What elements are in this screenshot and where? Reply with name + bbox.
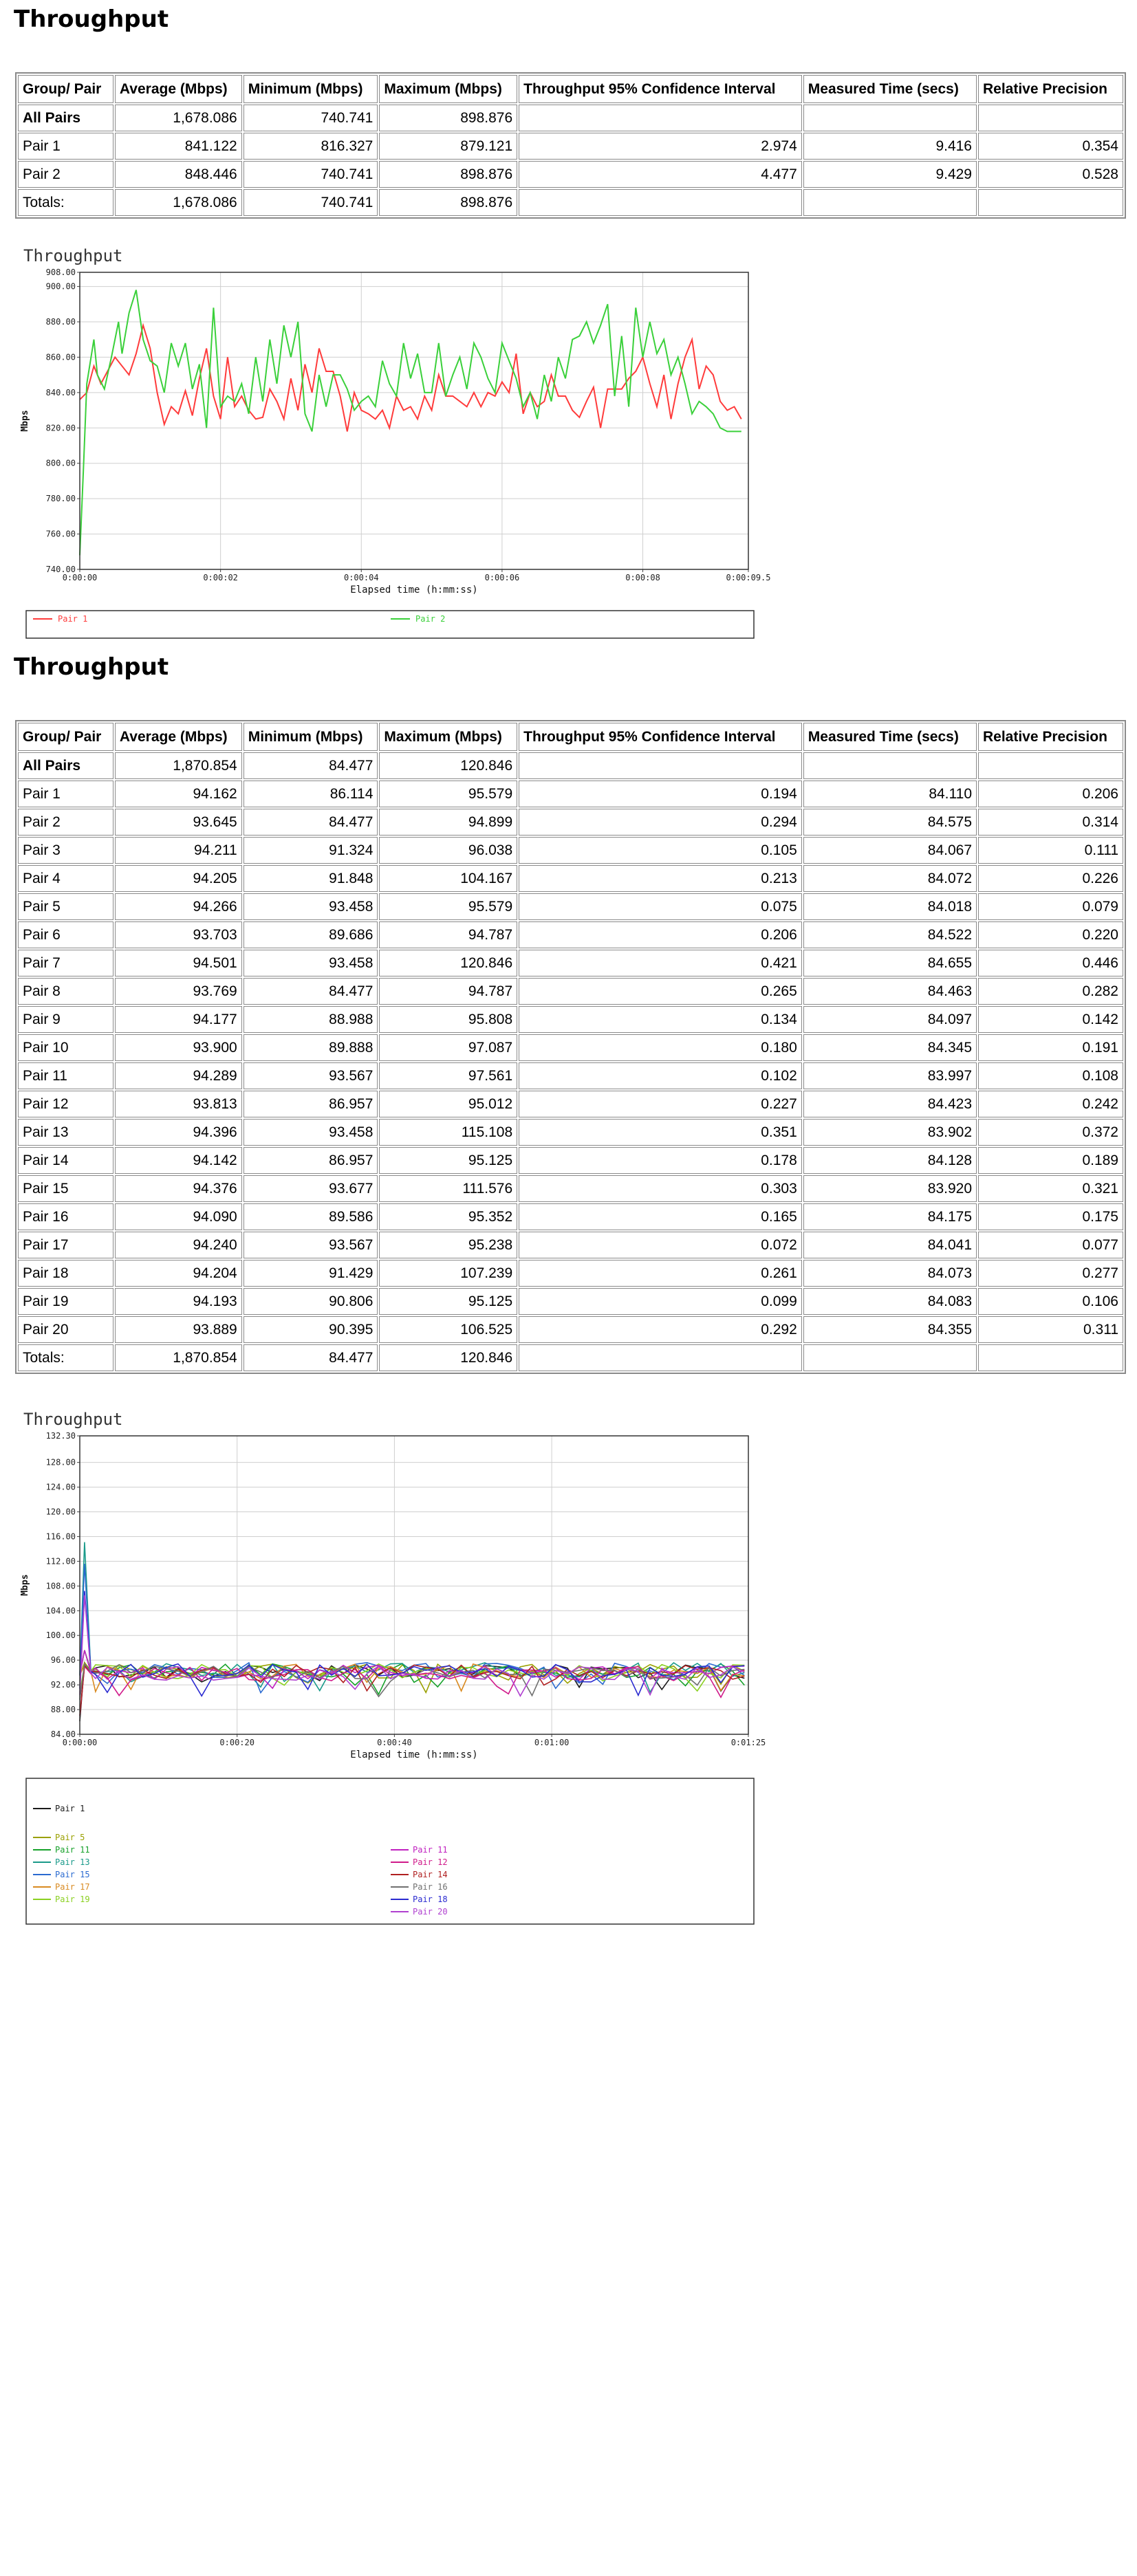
value-cell: 94.501 <box>115 950 242 976</box>
value-cell: 95.238 <box>379 1232 517 1258</box>
value-cell: 1,678.086 <box>115 105 242 131</box>
value-cell: 1,678.086 <box>115 189 242 216</box>
value-cell: 89.686 <box>243 921 378 948</box>
value-cell <box>519 189 802 216</box>
value-cell: 9.429 <box>803 161 977 188</box>
y-tick-label: 740.00 <box>45 565 76 574</box>
row-label-cell: Pair 6 <box>18 921 113 948</box>
value-cell: 86.957 <box>243 1147 378 1174</box>
table-row <box>18 1203 1123 1230</box>
value-cell: 0.303 <box>519 1175 802 1202</box>
legend-label: Pair 18 <box>413 1895 448 1904</box>
value-cell: 1,870.854 <box>115 752 242 779</box>
value-cell: 0.528 <box>978 161 1123 188</box>
throughput-chart <box>21 1404 764 2576</box>
table-row <box>18 1232 1123 1258</box>
column-header: Group/ Pair <box>18 75 113 103</box>
value-cell: 0.446 <box>978 950 1123 976</box>
value-cell: 84.018 <box>803 893 977 920</box>
value-cell: 94.177 <box>115 1006 242 1033</box>
table-row <box>18 837 1123 864</box>
legend-label: Pair 20 <box>413 1907 448 1917</box>
row-label-cell: Pair 1 <box>18 133 113 160</box>
value-cell: 94.090 <box>115 1203 242 1230</box>
value-cell: 84.522 <box>803 921 977 948</box>
value-cell: 0.108 <box>978 1062 1123 1089</box>
x-axis-label: Elapsed time (h:mm:ss) <box>350 585 478 596</box>
table-row <box>18 1119 1123 1146</box>
row-label-cell: Pair 7 <box>18 950 113 976</box>
value-cell: 94.142 <box>115 1147 242 1174</box>
y-tick-label: 860.00 <box>45 352 76 362</box>
throughput-chart <box>20 241 771 649</box>
value-cell: 94.240 <box>115 1232 242 1258</box>
value-cell: 84.097 <box>803 1006 977 1033</box>
value-cell: 94.396 <box>115 1119 242 1146</box>
y-tick-label: 100.00 <box>45 1630 76 1641</box>
value-cell: 0.099 <box>519 1288 802 1315</box>
value-cell: 86.114 <box>243 781 378 807</box>
column-header: Minimum (Mbps) <box>243 723 378 751</box>
value-cell: 0.421 <box>519 950 802 976</box>
value-cell: 107.239 <box>379 1260 517 1287</box>
value-cell: 83.920 <box>803 1175 977 1202</box>
table-row <box>18 1288 1123 1315</box>
value-cell: 898.876 <box>379 161 517 188</box>
column-header: Average (Mbps) <box>115 723 242 751</box>
x-tick-label: 0:00:09.5 <box>726 573 771 582</box>
table-row <box>18 133 1123 160</box>
value-cell: 84.175 <box>803 1203 977 1230</box>
value-cell: 0.165 <box>519 1203 802 1230</box>
value-cell: 94.289 <box>115 1062 242 1089</box>
row-label-cell: Pair 9 <box>18 1006 113 1033</box>
value-cell: 2.974 <box>519 133 802 160</box>
value-cell: 0.213 <box>519 865 802 892</box>
value-cell: 0.354 <box>978 133 1123 160</box>
value-cell: 93.889 <box>115 1316 242 1343</box>
table-row <box>18 1147 1123 1174</box>
row-label-cell: Pair 13 <box>18 1119 113 1146</box>
table-row <box>18 1034 1123 1061</box>
table-row <box>18 893 1123 920</box>
legend-label: Pair 11 <box>413 1845 448 1855</box>
value-cell: 96.038 <box>379 837 517 864</box>
value-cell: 84.477 <box>243 809 378 836</box>
value-cell: 95.579 <box>379 781 517 807</box>
chart-svg <box>21 1404 764 2573</box>
x-tick-label: 0:00:40 <box>377 1738 412 1747</box>
value-cell: 84.477 <box>243 1344 378 1371</box>
value-cell: 0.077 <box>978 1232 1123 1258</box>
row-label-cell: Pair 19 <box>18 1288 113 1315</box>
value-cell: 0.072 <box>519 1232 802 1258</box>
table-row <box>18 161 1123 188</box>
value-cell: 0.191 <box>978 1034 1123 1061</box>
value-cell: 0.351 <box>519 1119 802 1146</box>
value-cell: 0.321 <box>978 1175 1123 1202</box>
y-tick-label: 900.00 <box>45 281 76 292</box>
column-header: Measured Time (secs) <box>803 723 977 751</box>
y-tick-label: 780.00 <box>45 494 76 504</box>
row-label-cell: Pair 16 <box>18 1203 113 1230</box>
value-cell: 848.446 <box>115 161 242 188</box>
value-cell: 83.997 <box>803 1062 977 1089</box>
row-label-cell: Pair 15 <box>18 1175 113 1202</box>
value-cell: 84.655 <box>803 950 977 976</box>
value-cell: 0.106 <box>978 1288 1123 1315</box>
legend-label: Pair 16 <box>413 1882 448 1892</box>
row-label-cell: Pair 2 <box>18 809 113 836</box>
value-cell: 0.105 <box>519 837 802 864</box>
value-cell: 94.787 <box>379 921 517 948</box>
x-axis-label: Elapsed time (h:mm:ss) <box>350 1749 478 1760</box>
value-cell: 740.741 <box>243 105 378 131</box>
row-label-cell: Pair 3 <box>18 837 113 864</box>
value-cell: 0.175 <box>978 1203 1123 1230</box>
column-header: Relative Precision <box>978 723 1123 751</box>
legend-label: Pair 13 <box>55 1857 90 1867</box>
value-cell: 120.846 <box>379 752 517 779</box>
value-cell: 94.899 <box>379 809 517 836</box>
value-cell: 104.167 <box>379 865 517 892</box>
value-cell: 95.808 <box>379 1006 517 1033</box>
value-cell: 0.180 <box>519 1034 802 1061</box>
value-cell: 0.277 <box>978 1260 1123 1287</box>
y-tick-label: 908.00 <box>45 268 76 277</box>
table-row <box>18 781 1123 807</box>
column-header: Relative Precision <box>978 75 1123 103</box>
value-cell: 0.189 <box>978 1147 1123 1174</box>
legend-label: Pair 19 <box>55 1895 90 1904</box>
y-tick-label: 124.00 <box>45 1482 76 1492</box>
value-cell: 841.122 <box>115 133 242 160</box>
y-tick-label: 88.00 <box>50 1705 76 1715</box>
value-cell: 95.125 <box>379 1147 517 1174</box>
value-cell: 0.220 <box>978 921 1123 948</box>
value-cell: 0.142 <box>978 1006 1123 1033</box>
value-cell: 93.645 <box>115 809 242 836</box>
value-cell: 84.355 <box>803 1316 977 1343</box>
row-label-cell: All Pairs <box>18 752 113 779</box>
value-cell: 9.416 <box>803 133 977 160</box>
table-row <box>18 752 1123 779</box>
value-cell: 93.458 <box>243 950 378 976</box>
value-cell <box>519 752 802 779</box>
legend-label: Pair 15 <box>55 1870 90 1879</box>
value-cell: 84.477 <box>243 752 378 779</box>
legend-label: Pair 1 <box>55 1804 85 1813</box>
value-cell: 93.458 <box>243 1119 378 1146</box>
x-tick-label: 0:01:25 <box>730 1738 766 1747</box>
y-tick-label: 128.00 <box>45 1457 76 1467</box>
x-tick-label: 0:01:00 <box>534 1738 570 1747</box>
value-cell: 0.178 <box>519 1147 802 1174</box>
column-header: Maximum (Mbps) <box>379 723 517 751</box>
table-row <box>18 1175 1123 1202</box>
y-tick-label: 800.00 <box>45 458 76 468</box>
value-cell: 94.787 <box>379 978 517 1005</box>
table-row <box>18 921 1123 948</box>
value-cell: 84.067 <box>803 837 977 864</box>
value-cell: 0.102 <box>519 1062 802 1089</box>
table-row <box>18 1316 1123 1343</box>
value-cell: 94.205 <box>115 865 242 892</box>
x-tick-label: 0:00:02 <box>203 573 238 582</box>
y-tick-label: 96.00 <box>50 1655 76 1666</box>
x-tick-label: 0:00:06 <box>484 573 520 582</box>
legend-label: Pair 5 <box>55 1833 85 1842</box>
value-cell: 93.813 <box>115 1091 242 1117</box>
row-label-cell: Pair 8 <box>18 978 113 1005</box>
value-cell: 93.703 <box>115 921 242 948</box>
value-cell: 120.846 <box>379 950 517 976</box>
value-cell: 740.741 <box>243 189 378 216</box>
value-cell: 0.227 <box>519 1091 802 1117</box>
legend-box <box>26 611 754 638</box>
value-cell: 879.121 <box>379 133 517 160</box>
value-cell: 0.314 <box>978 809 1123 836</box>
value-cell <box>978 105 1123 131</box>
x-tick-label: 0:00:20 <box>219 1738 255 1747</box>
y-tick-label: 112.00 <box>45 1556 76 1567</box>
value-cell: 84.345 <box>803 1034 977 1061</box>
value-cell <box>803 752 977 779</box>
plot-area <box>80 272 748 569</box>
x-tick-label: 0:00:00 <box>62 1738 98 1747</box>
value-cell: 94.266 <box>115 893 242 920</box>
value-cell: 0.282 <box>978 978 1123 1005</box>
value-cell: 0.079 <box>978 893 1123 920</box>
value-cell: 0.075 <box>519 893 802 920</box>
legend-label: Pair 12 <box>413 1857 448 1867</box>
row-label-cell: Pair 2 <box>18 161 113 188</box>
value-cell <box>978 1344 1123 1371</box>
value-cell <box>803 105 977 131</box>
value-cell: 740.741 <box>243 161 378 188</box>
y-tick-label: 84.00 <box>50 1729 76 1739</box>
row-label-cell: Totals: <box>18 1344 113 1371</box>
value-cell: 1,870.854 <box>115 1344 242 1371</box>
section-heading: Throughput <box>14 6 169 33</box>
value-cell: 898.876 <box>379 105 517 131</box>
legend-label: Pair 14 <box>413 1870 448 1879</box>
column-header: Minimum (Mbps) <box>243 75 378 103</box>
value-cell: 94.376 <box>115 1175 242 1202</box>
value-cell: 84.041 <box>803 1232 977 1258</box>
value-cell: 106.525 <box>379 1316 517 1343</box>
value-cell <box>519 1344 802 1371</box>
section-heading: Throughput <box>14 653 169 681</box>
table-row <box>18 1091 1123 1117</box>
row-label-cell: Pair 12 <box>18 1091 113 1117</box>
value-cell: 90.806 <box>243 1288 378 1315</box>
column-header: Maximum (Mbps) <box>379 75 517 103</box>
y-tick-label: 104.00 <box>45 1606 76 1616</box>
chart-title: Throughput <box>23 1410 123 1429</box>
table-row <box>18 105 1123 131</box>
value-cell: 0.261 <box>519 1260 802 1287</box>
value-cell: 91.848 <box>243 865 378 892</box>
value-cell: 95.352 <box>379 1203 517 1230</box>
table-row <box>18 1006 1123 1033</box>
y-tick-label: 108.00 <box>45 1581 76 1591</box>
table-header-row <box>18 75 1123 103</box>
value-cell: 94.193 <box>115 1288 242 1315</box>
y-tick-label: 132.30 <box>45 1431 76 1441</box>
value-cell: 0.292 <box>519 1316 802 1343</box>
legend-box <box>26 1778 754 1924</box>
value-cell: 84.072 <box>803 865 977 892</box>
x-tick-label: 0:00:04 <box>343 573 379 582</box>
value-cell: 91.324 <box>243 837 378 864</box>
y-tick-label: 820.00 <box>45 423 76 433</box>
value-cell: 84.477 <box>243 978 378 1005</box>
legend-label: Pair 11 <box>55 1845 90 1855</box>
value-cell: 0.242 <box>978 1091 1123 1117</box>
row-label-cell: Pair 17 <box>18 1232 113 1258</box>
value-cell: 88.988 <box>243 1006 378 1033</box>
y-tick-label: 880.00 <box>45 317 76 327</box>
throughput-table <box>15 72 1126 219</box>
value-cell: 95.125 <box>379 1288 517 1315</box>
y-axis-label: Mbps <box>20 1574 30 1596</box>
table-row <box>18 189 1123 216</box>
row-label-cell: Pair 10 <box>18 1034 113 1061</box>
value-cell: 93.769 <box>115 978 242 1005</box>
table-row <box>18 1260 1123 1287</box>
value-cell: 86.957 <box>243 1091 378 1117</box>
table-row <box>18 1344 1123 1371</box>
value-cell: 93.567 <box>243 1232 378 1258</box>
value-cell: 93.677 <box>243 1175 378 1202</box>
value-cell: 816.327 <box>243 133 378 160</box>
value-cell: 120.846 <box>379 1344 517 1371</box>
value-cell: 97.087 <box>379 1034 517 1061</box>
y-tick-label: 120.00 <box>45 1507 76 1517</box>
y-tick-label: 840.00 <box>45 387 76 397</box>
value-cell: 91.429 <box>243 1260 378 1287</box>
value-cell: 94.162 <box>115 781 242 807</box>
value-cell <box>519 105 802 131</box>
value-cell: 93.458 <box>243 893 378 920</box>
value-cell <box>803 189 977 216</box>
legend-label: Pair 1 <box>58 614 88 624</box>
value-cell: 84.423 <box>803 1091 977 1117</box>
y-tick-label: 760.00 <box>45 529 76 539</box>
column-header: Measured Time (secs) <box>803 75 977 103</box>
value-cell: 94.204 <box>115 1260 242 1287</box>
row-label-cell: Pair 14 <box>18 1147 113 1174</box>
value-cell: 0.111 <box>978 837 1123 864</box>
value-cell: 84.073 <box>803 1260 977 1287</box>
throughput-table <box>15 720 1126 1374</box>
chart-svg <box>20 241 771 646</box>
y-tick-label: 116.00 <box>45 1531 76 1542</box>
value-cell: 898.876 <box>379 189 517 216</box>
value-cell: 84.110 <box>803 781 977 807</box>
value-cell: 0.226 <box>978 865 1123 892</box>
value-cell <box>803 1344 977 1371</box>
table-row <box>18 1062 1123 1089</box>
table-row <box>18 865 1123 892</box>
row-label-cell: All Pairs <box>18 105 113 131</box>
value-cell: 97.561 <box>379 1062 517 1089</box>
value-cell: 94.211 <box>115 837 242 864</box>
value-cell: 0.294 <box>519 809 802 836</box>
y-tick-label: 92.00 <box>50 1680 76 1690</box>
row-label-cell: Pair 11 <box>18 1062 113 1089</box>
x-tick-label: 0:00:00 <box>62 573 98 582</box>
value-cell <box>978 189 1123 216</box>
value-cell: 0.311 <box>978 1316 1123 1343</box>
value-cell: 111.576 <box>379 1175 517 1202</box>
value-cell: 89.888 <box>243 1034 378 1061</box>
row-label-cell: Pair 5 <box>18 893 113 920</box>
row-label-cell: Totals: <box>18 189 113 216</box>
legend-label: Pair 17 <box>55 1882 90 1892</box>
value-cell: 0.372 <box>978 1119 1123 1146</box>
column-header: Average (Mbps) <box>115 75 242 103</box>
value-cell: 95.012 <box>379 1091 517 1117</box>
value-cell: 83.902 <box>803 1119 977 1146</box>
column-header: Throughput 95% Confidence Interval <box>519 75 802 103</box>
y-axis-label: Mbps <box>20 410 30 432</box>
value-cell: 84.128 <box>803 1147 977 1174</box>
value-cell: 93.567 <box>243 1062 378 1089</box>
value-cell: 0.134 <box>519 1006 802 1033</box>
value-cell: 95.579 <box>379 893 517 920</box>
table-row <box>18 809 1123 836</box>
legend-label: Pair 2 <box>415 614 446 624</box>
value-cell: 84.463 <box>803 978 977 1005</box>
table-row <box>18 950 1123 976</box>
row-label-cell: Pair 4 <box>18 865 113 892</box>
column-header: Group/ Pair <box>18 723 113 751</box>
value-cell: 115.108 <box>379 1119 517 1146</box>
row-label-cell: Pair 18 <box>18 1260 113 1287</box>
value-cell: 0.206 <box>519 921 802 948</box>
chart-title: Throughput <box>23 246 123 265</box>
value-cell: 93.900 <box>115 1034 242 1061</box>
column-header: Throughput 95% Confidence Interval <box>519 723 802 751</box>
value-cell: 84.575 <box>803 809 977 836</box>
value-cell <box>978 752 1123 779</box>
table-header-row <box>18 723 1123 751</box>
value-cell: 0.206 <box>978 781 1123 807</box>
value-cell: 89.586 <box>243 1203 378 1230</box>
value-cell: 0.194 <box>519 781 802 807</box>
x-tick-label: 0:00:08 <box>625 573 660 582</box>
table-row <box>18 978 1123 1005</box>
value-cell: 4.477 <box>519 161 802 188</box>
row-label-cell: Pair 20 <box>18 1316 113 1343</box>
plot-area <box>80 1436 748 1734</box>
value-cell: 0.265 <box>519 978 802 1005</box>
row-label-cell: Pair 1 <box>18 781 113 807</box>
value-cell: 90.395 <box>243 1316 378 1343</box>
value-cell: 84.083 <box>803 1288 977 1315</box>
